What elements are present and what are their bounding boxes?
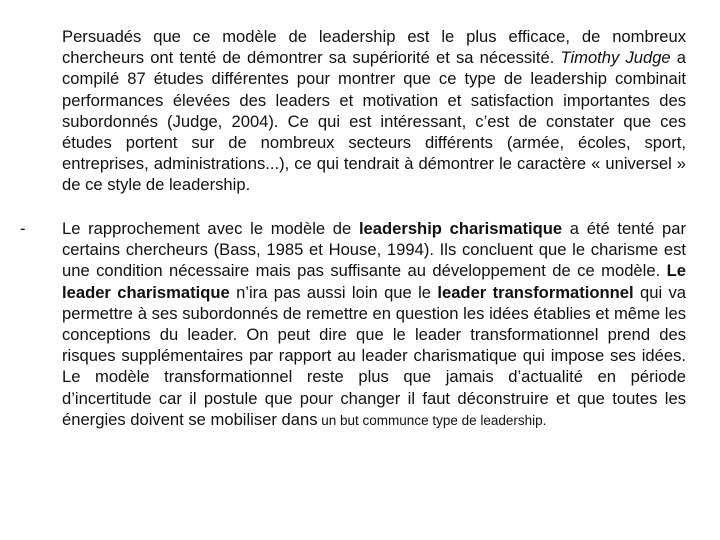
paragraph-text: n’ira pas aussi loin que le [229, 282, 438, 302]
bullet-dash: - [20, 219, 26, 238]
paragraph-tail: un but communce type de leadership. [317, 412, 547, 428]
paragraph-text: qui va permettre à ses subordonnés de remettre en question les idées établies et même les conceptions du leader. On peut dire que le leader transformationnel prend des risques supplémentaires par rapport au leader charismatique qui impose ses idées. Le modèle transformationnel reste plus que jamais d’actualité en période d’incertitude car il postule que pour changer il faut déconstruire et que toutes les énergies doivent se mobiliser dans [62, 282, 686, 429]
emphasis-term: leadership charismatique [358, 219, 563, 238]
paragraph-text: a été tenté par certains chercheurs (Bass, 1985 et House, 1994). Ils concluent que le charisme est une condition nécessaire mais pas suffisante au développement de ce modèle. [62, 219, 686, 281]
author-name: Timothy Judge [560, 48, 671, 68]
paragraph-text: Le rapprochement avec le modèle de [62, 219, 359, 238]
paragraph-judge-studies [62, 26, 686, 196]
emphasis-term: Le leader charismatique [62, 261, 686, 302]
paragraph-text: a compilé 87 études différentes pour montrer que ce type de leadership combinait performances élevées des leaders et motivation et satisfaction importantes des subordonnés (Judge, 2004). Ce qui est intéressant, c’est de constater que ces études portent sur de nombreux secteurs différents (armée, écoles, sport, entreprises, administrations...), ce qui tendrait à démontrer le caractère « universel » de ce style de leadership. [62, 48, 687, 195]
paragraph-charismatic-comparison [20, 218, 686, 431]
emphasis-term: leader transformationnel [437, 282, 634, 302]
paragraph-text: Persuadés que ce modèle de leadership est le plus efficace, de nombreux chercheurs ont tenté de démontrer sa supériorité et sa nécessité. [62, 27, 686, 68]
